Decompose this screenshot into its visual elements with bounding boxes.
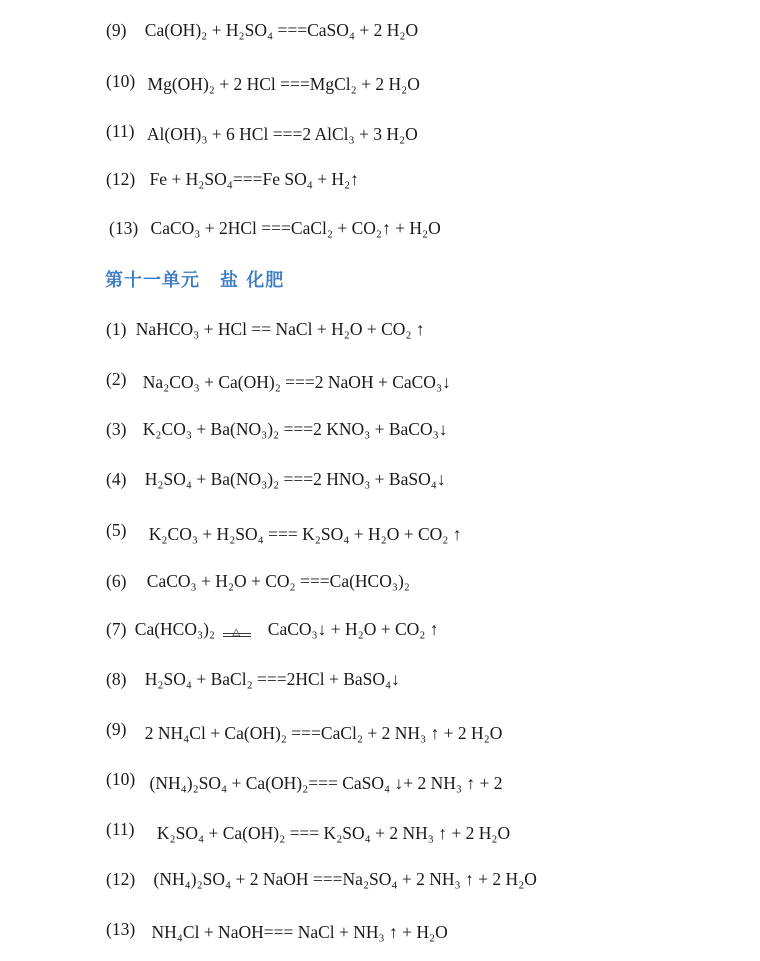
equation-number: (5): [106, 520, 127, 540]
equation-number: (9): [106, 20, 127, 40]
equation-text: (NH₄)₂SO₄ + 2 NaOH ===Na₂SO₄ + 2 NH₃ ↑ + 2 H₂O: [153, 869, 537, 889]
equation-text: Mg(OH)₂ + 2 HCl ===MgCl₂ + 2 H₂O: [147, 74, 420, 94]
equation-number: (11): [106, 121, 135, 141]
equation-text: Al(OH)₃ + 6 HCl ===2 AlCl₃ + 3 H₂O: [146, 124, 418, 144]
equation-line: [0, 570, 760, 592]
equation-line: [0, 918, 760, 940]
equation-text: K₂CO₃ + Ba(NO₃)₂ ===2 KNO₃ + BaCO₃↓: [142, 419, 448, 439]
equation-text: H₂SO₄ + BaCl₂ ===2HCl + BaSO₄↓: [144, 669, 400, 689]
equation-line: [0, 618, 760, 640]
equation-line: [0, 468, 760, 490]
equation-line: [0, 868, 760, 890]
equation-line: [0, 519, 760, 544]
equation-text: CaCO₃↓ + H₂O + CO₂ ↑: [267, 619, 439, 639]
equation-text: CaCO₃ + 2HCl ===CaCl₂ + CO₂↑ + H₂O: [150, 218, 441, 238]
equation-line: [0, 168, 760, 190]
equation-number: (13): [109, 218, 139, 238]
equation-number: (2): [106, 369, 127, 389]
equation-text: NaHCO₃ + HCl == NaCl + H₂O + CO₂ ↑: [135, 319, 425, 339]
equation-number: (10): [106, 71, 136, 91]
equation-line: [0, 120, 760, 142]
equation-text: Ca(OH)₂ + H₂SO₄ ===CaSO₄ + 2 H₂O: [144, 20, 419, 40]
heat-triangle-icon: △: [232, 626, 241, 638]
section-heading: [105, 266, 284, 292]
equation-text: K₂SO₄ + Ca(OH)₂ === K₂SO₄ + 2 NH₃ ↑ + 2 H₂O: [156, 823, 511, 843]
equation-line: [0, 19, 760, 41]
equation-text: CaCO₃ + H₂O + CO₂ ===Ca(HCO₃)₂: [146, 571, 410, 591]
heading-unit: 第十一单元: [105, 270, 200, 291]
equation-line: [0, 318, 760, 340]
equation-number: (6): [106, 571, 127, 591]
equation-number: (11): [106, 819, 135, 839]
equation-text: Ca(HCO₃)₂: [134, 619, 216, 639]
equation-number: (9): [106, 719, 127, 739]
equation-line: [0, 418, 760, 440]
equation-number: (13): [106, 919, 136, 939]
equation-number: (12): [106, 869, 136, 889]
heating-condition-symbol: [223, 624, 251, 638]
equation-line: [0, 368, 760, 390]
equation-text: (NH₄)₂SO₄ + Ca(OH)₂=== CaSO₄ ↓+ 2 NH₃ ↑ + 2: [149, 773, 503, 793]
equation-text: NH₄Cl + NaOH=== NaCl + NH₃ ↑ + H₂O: [151, 922, 448, 942]
equals-bars: [223, 633, 251, 637]
equation-text: Na₂CO₃ + Ca(OH)₂ ===2 NaOH + CaCO₃↓: [142, 372, 451, 392]
equation-line: [0, 818, 760, 843]
equation-line: [0, 668, 760, 690]
equation-text: H₂SO₄ + Ba(NO₃)₂ ===2 HNO₃ + BaSO₄↓: [144, 469, 446, 489]
equation-number: (12): [106, 169, 136, 189]
equation-number: (10): [106, 769, 136, 789]
equation-text: Fe + H₂SO₄===Fe SO₄ + H₂↑: [149, 169, 359, 189]
equation-line: [0, 70, 760, 92]
equation-text: 2 NH₄Cl + Ca(OH)₂ ===CaCl₂ + 2 NH₃ ↑ + 2 H₂O: [144, 723, 503, 743]
equation-number: (1): [106, 319, 127, 339]
equation-line: [0, 768, 760, 793]
equation-text: K₂CO₃ + H₂SO₄ === K₂SO₄ + H₂O + CO₂ ↑: [148, 524, 462, 544]
equation-number: (7): [106, 619, 127, 639]
equation-number: (4): [106, 469, 127, 489]
equation-number: (8): [106, 669, 127, 689]
equation-line: [0, 718, 760, 743]
heading-topic: 盐 化肥: [220, 270, 285, 291]
equation-line: [0, 217, 760, 239]
equation-number: (3): [106, 419, 127, 439]
